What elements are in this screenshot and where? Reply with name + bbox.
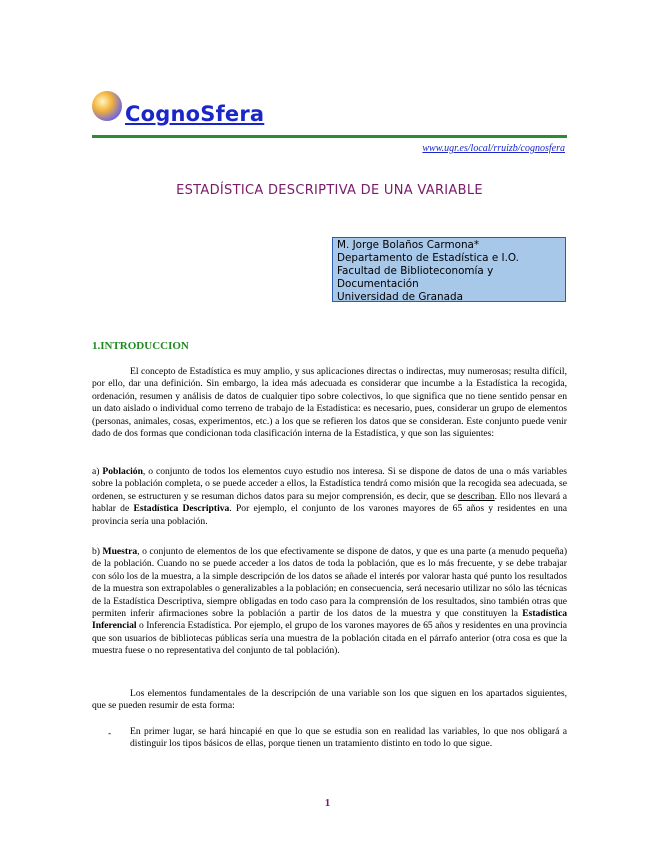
- logo-link[interactable]: CognoSfera: [125, 102, 265, 126]
- author-university: Universidad de Granada: [337, 291, 463, 303]
- paragraph-intro: El concepto de Estadística es muy amplio, y sus aplicaciones directas o indirectas, muy numerosas; resulta difícil, por ello, dar una definición. Sin embargo, la idea más adecuada es considerar que incumbe a la Estadística la recogida, ordenación, resumen y análisis de datos de cualquier tipo sobre colectivos, lo que significa que no tiene sentido pensar en un dato aislado o individual como terreno de trabajo de la Estadística: es necesario, pues, considerar un grupo de elementos (personas, animales, cosas, experimentos, etc.) a los que se refieren los datos que se consideran. Este conjunto puede venir dado de dos formas que condicionan toda clasificación interna de la Estadística, y que son las siguientes:: [92, 366, 567, 440]
- term-describan: describan: [457, 490, 495, 502]
- author-department: Departamento de Estadística e I.O.: [337, 252, 519, 264]
- bullet-item: En primer lugar, se hará hincapié en que lo que se estudia son en realidad las variables, lo que nos obligará a distinguir los tipos básicos de ellas, porque tienen un tratamiento distinto en todo lo que sigue.: [130, 726, 567, 750]
- author-faculty: Facultad de Biblioteconomía y: [337, 265, 494, 277]
- cognosfera-logo[interactable]: [92, 88, 392, 124]
- paragraph-poblacion: a) Población, o conjunto de todos los elementos cuyo estudio nos interesa. Si se dispone de datos de una o más variables sobre la población completa, o se puede acceder a ellos, la Estadística tendrá como misión que la recogida sea adecuada, se ordenen, se estructuren y se resuman dichos datos para su mejor comprensión, es decir, que se describan. Ello nos llevará a hablar de Estadística Descriptiva. Por ejemplo, el conjunto de los varones mayores de 65 años y residentes en una provincia sería una población.: [92, 466, 567, 527]
- term-poblacion: Población: [102, 466, 143, 477]
- paragraph-elementos: Los elementos fundamentales de la descripción de una variable son los que siguen en los apartados siguientes, que se pueden resumir de esta forma:: [92, 688, 567, 712]
- term-muestra: Muestra: [102, 546, 138, 557]
- author-name: M. Jorge Bolaños Carmona*: [337, 239, 480, 251]
- header-divider: [92, 135, 567, 138]
- term-estadistica-descriptiva: Estadística Descriptiva: [133, 503, 230, 515]
- term-estadistica-inferencial: Estadística Inferencial: [92, 608, 567, 632]
- globe-icon: [92, 91, 122, 121]
- bullet-marker: -: [108, 728, 112, 739]
- author-faculty-cont: Documentación: [337, 278, 419, 290]
- page-number: 1: [324, 797, 331, 809]
- section-heading: 1.INTRODUCCION: [92, 340, 189, 352]
- paragraph-muestra: b) Muestra, o conjunto de elementos de los que efectivamente se dispone de datos, y que es una parte (a menudo pequeña) de la población. Cuando no se puede acceder a los datos de toda la población, que es lo más frecuente, y se debe trabajar con sólo los de la muestra, a la simple descripción de los datos se añade el interés por valorar hasta qué punto los resultados de la muestra son extrapolables o generalizables a la población; en consecuencia, será necesario utilizar no sólo las técnicas de la Estadística Descriptiva, siempre obligadas en todo caso para la comprensión de los resultados, sino también otras que permiten inferir afirmaciones sobre la población a partir de los datos de la muestra y que constituyen la Estadística Inferencial o Inferencia Estadística. Por ejemplo, el grupo de los varones mayores de 65 años y residentes en una provincia que son usuarios de bibliotecas públicas sería una muestra de la población citada en el párrafo anterior (otra cosa es que la muestra fuese o no representativa del conjunto de tal población).: [92, 546, 568, 657]
- author-info-box: [332, 237, 566, 302]
- site-url-link[interactable]: www.ugr.es/local/rruizb/cognosfera: [422, 143, 565, 154]
- document-title: ESTADÍSTICA DESCRIPTIVA DE UNA VARIABLE: [176, 183, 483, 198]
